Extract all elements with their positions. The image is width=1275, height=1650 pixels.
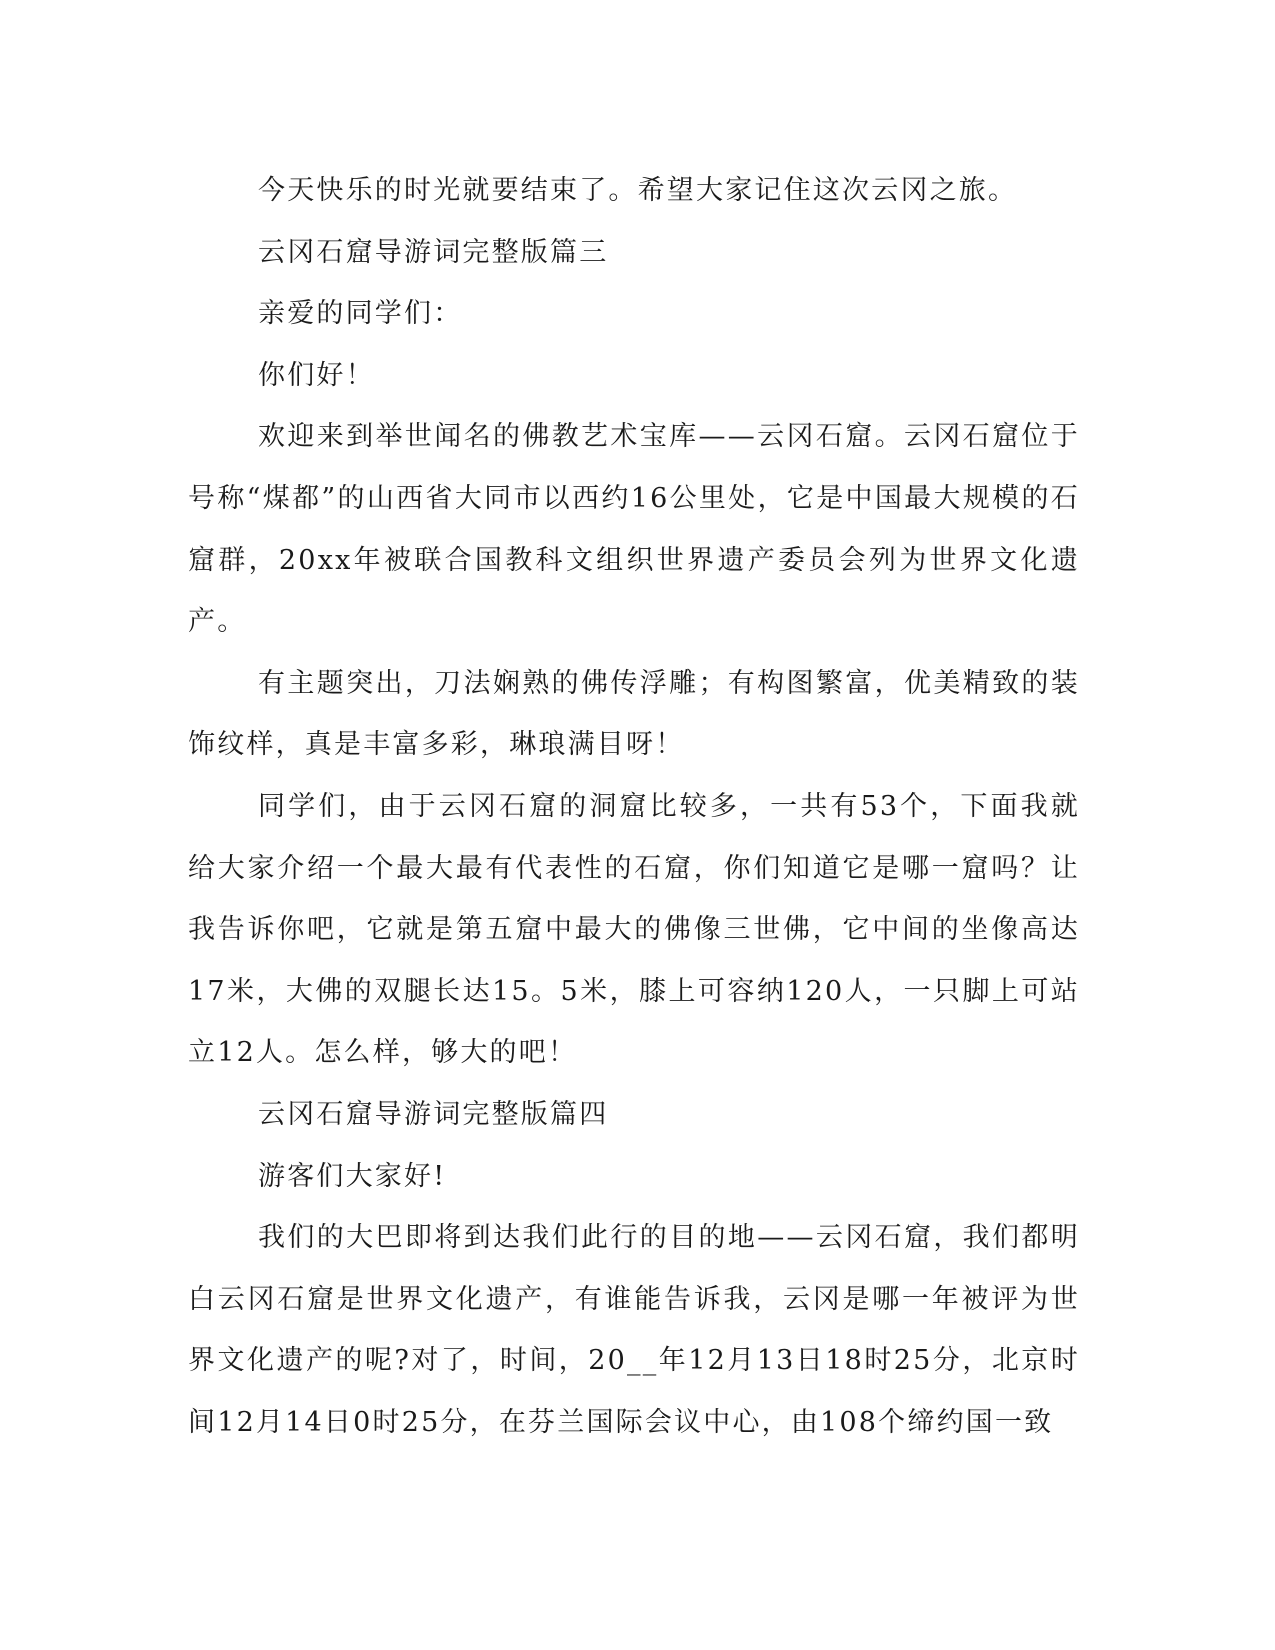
section-heading: 云冈石窟导游词完整版篇四 xyxy=(258,1098,609,1130)
paragraph: 今天快乐的时光就要结束了。希望大家记住这次云冈之旅。 xyxy=(258,175,1018,206)
paragraph: 亲爱的同学们： xyxy=(258,298,463,330)
paragraph: 我们的大巴即将到达我们此行的目的地——云冈石窟，我们都明白云冈石窟是世界文化遗产，有谁能告诉我，云冈是哪一年被评为世界文化遗产的呢?对了，时间，20__年12月13日18时25分，北京时间12月14日0时25分，在芬兰国际会议中心，由108个缔约国一致 xyxy=(188,1222,1080,1438)
paragraph: 游客们大家好! xyxy=(258,1160,447,1192)
section-heading: 云冈石窟导游词完整版篇三 xyxy=(258,236,609,268)
paragraph: 你们好！ xyxy=(258,359,375,391)
document-body xyxy=(188,160,1080,1453)
paragraph: 同学们，由于云冈石窟的洞窟比较多，一共有53个，下面我就给大家介绍一个最大最有代表性的石窟，你们知道它是哪一窟吗？让我告诉你吧，它就是第五窟中最大的佛像三世佛，它中间的坐像高达17米，大佛的双腿长达15。5米，膝上可容纳120人，一只脚上可站立12人。怎么样，够大的吧！ xyxy=(188,790,1080,1069)
paragraph: 有主题突出，刀法娴熟的佛传浮雕；有构图繁富，优美精致的装饰纹样，真是丰富多彩，琳琅满目呀！ xyxy=(188,667,1080,761)
paragraph: 欢迎来到举世闻名的佛教艺术宝库——云冈石窟。云冈石窟位于号称“煤都”的山西省大同市以西约16公里处，它是中国最大规模的石窟群，20xx年被联合国教科文组织世界遗产委员会列为世界文化遗产。 xyxy=(188,421,1080,638)
